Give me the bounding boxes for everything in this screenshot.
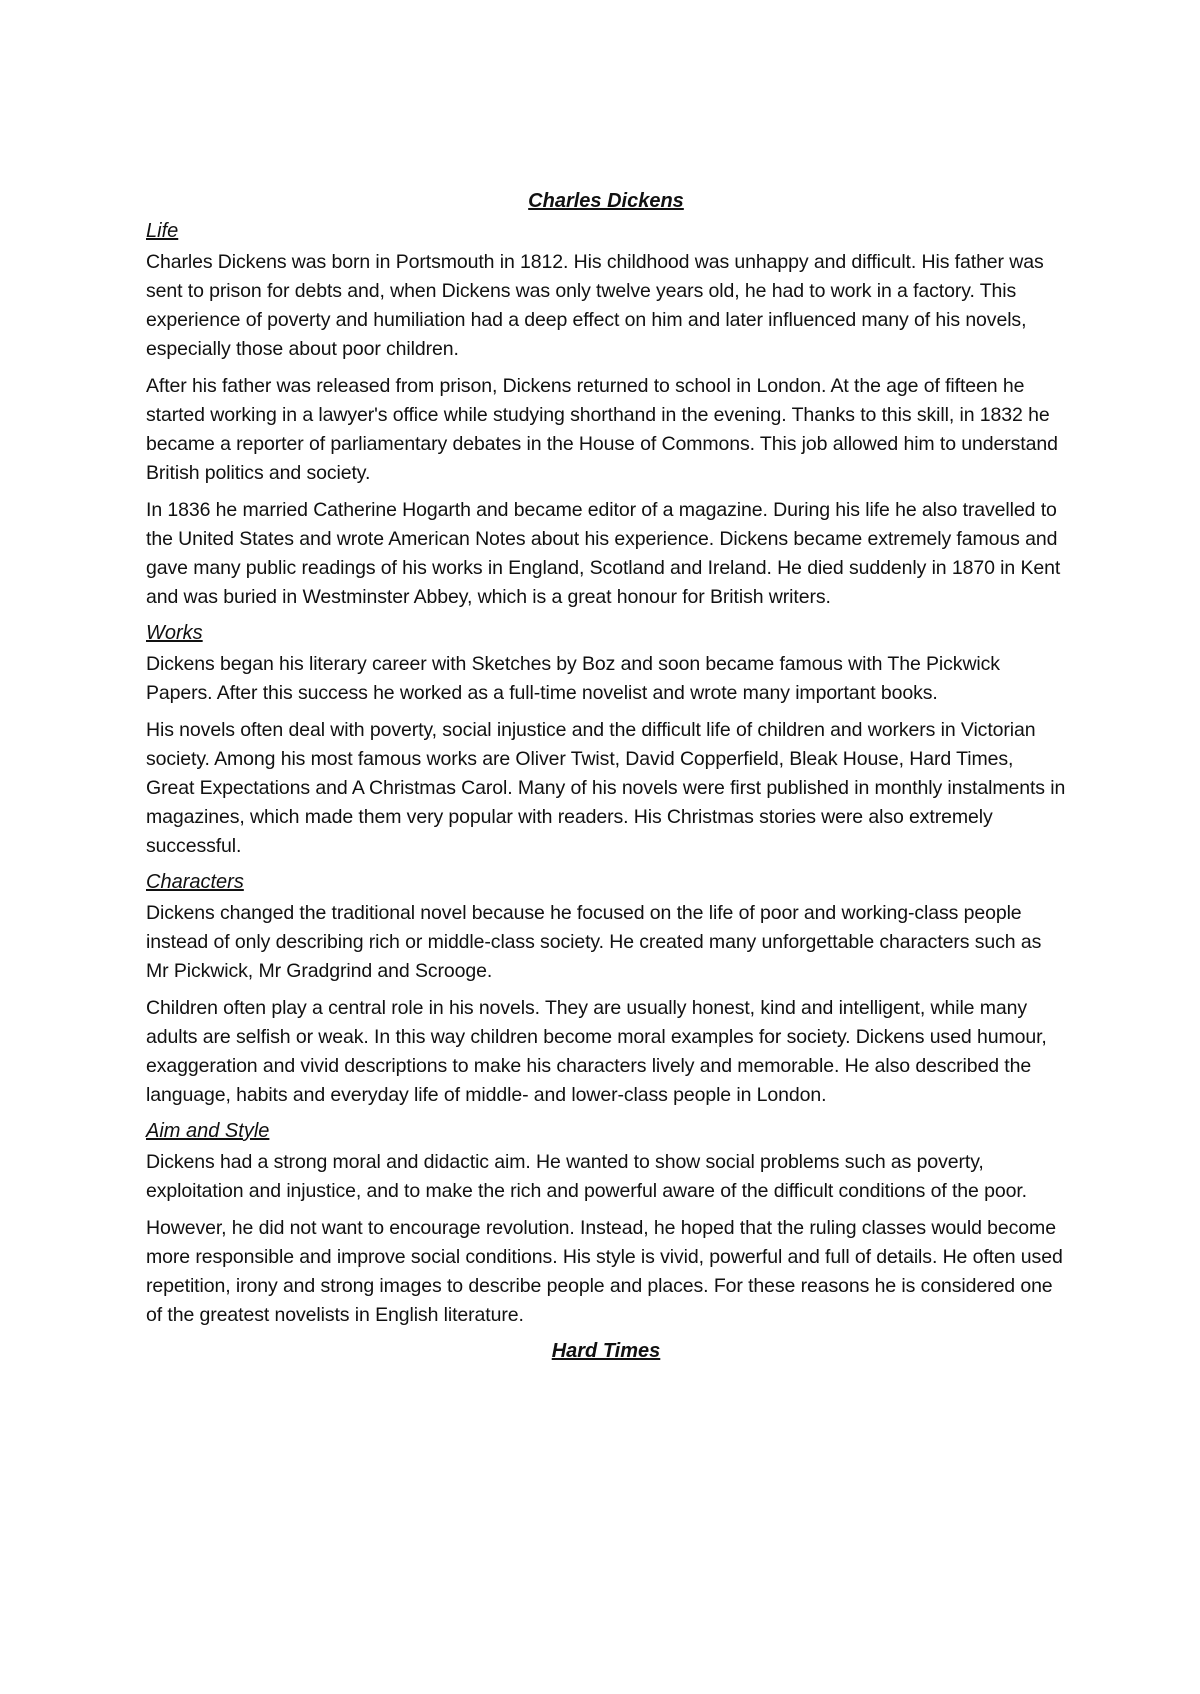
paragraph: Dickens had a strong moral and didactic aim. He wanted to show social problems such as poverty, exploitation and injustice, and to make the rich and powerful aware of the difficult conditions of the poor. [146,1151,1027,1202]
section-life [146,218,1066,612]
paragraph: However, he did not want to encourage revolution. Instead, he hoped that the ruling classes would become more responsible and improve social conditions. His style is vivid, powerful and full of details. He often used repetition, irony and strong images to describe people and places. For these reasons he is considered one of the greatest novelists in English literature. [146,1217,1063,1326]
paragraph: Charles Dickens was born in Portsmouth in 1812. His childhood was unhappy and difficult. His father was sent to prison for debts and, when Dickens was only twelve years old, he had to work in a factory. This experience of poverty and humiliation had a deep effect on him and later influenced many of his novels, especially those about poor children. [146,251,1044,360]
paragraph: Dickens changed the traditional novel because he focused on the life of poor and working-class people instead of only describing rich or middle-class society. He created many unforgettable characters such as Mr Pickwick, Mr Gradgrind and Scrooge. [146,902,1042,982]
paragraph: After his father was released from prison, Dickens returned to school in London. At the age of fifteen he started working in a lawyer's office while studying shorthand in the evening. Thanks to this skill, in 1832 he became a reporter of parliamentary debates in the House of Commons. This job allowed him to understand British politics and society. [146,375,1058,484]
next-section-title: Hard Times [551,1340,661,1362]
paragraph: Dickens began his literary career with Sketches by Boz and soon became famous with The Pickwick Papers. After this success he worked as a full-time novelist and wrote many important books. [146,653,1000,704]
section-aim-and-style [146,1118,1066,1330]
section-heading: Life [146,220,179,242]
section-characters [146,869,1066,1110]
section-heading: Works [146,622,203,644]
document-title: Charles Dickens [528,190,684,212]
document-page [146,188,1066,1364]
paragraph: Children often play a central role in his novels. They are usually honest, kind and intelligent, while many adults are selfish or weak. In this way children become moral examples for society. Dickens used humour, exaggeration and vivid descriptions to make his characters lively and memorable. He also described the language, habits and everyday life of middle- and lower-class people in London. [146,997,1047,1106]
section-heading: Aim and Style [146,1120,270,1142]
paragraph: In 1836 he married Catherine Hogarth and became editor of a magazine. During his life he also travelled to the United States and wrote American Notes about his experience. Dickens became extremely famous and gave many public readings of his works in England, Scotland and Ireland. He died suddenly in 1870 in Kent and was buried in Westminster Abbey, which is a great honour for British writers. [146,499,1061,608]
paragraph: His novels often deal with poverty, social injustice and the difficult life of children and workers in Victorian society. Among his most famous works are Oliver Twist, David Copperfield, Bleak House, Hard Times, Great Expectations and A Christmas Carol. Many of his novels were first published in monthly instalments in magazines, which made them very popular with readers. His Christmas stories were also extremely successful. [146,719,1066,857]
section-works [146,620,1066,861]
section-heading: Characters [146,871,244,893]
